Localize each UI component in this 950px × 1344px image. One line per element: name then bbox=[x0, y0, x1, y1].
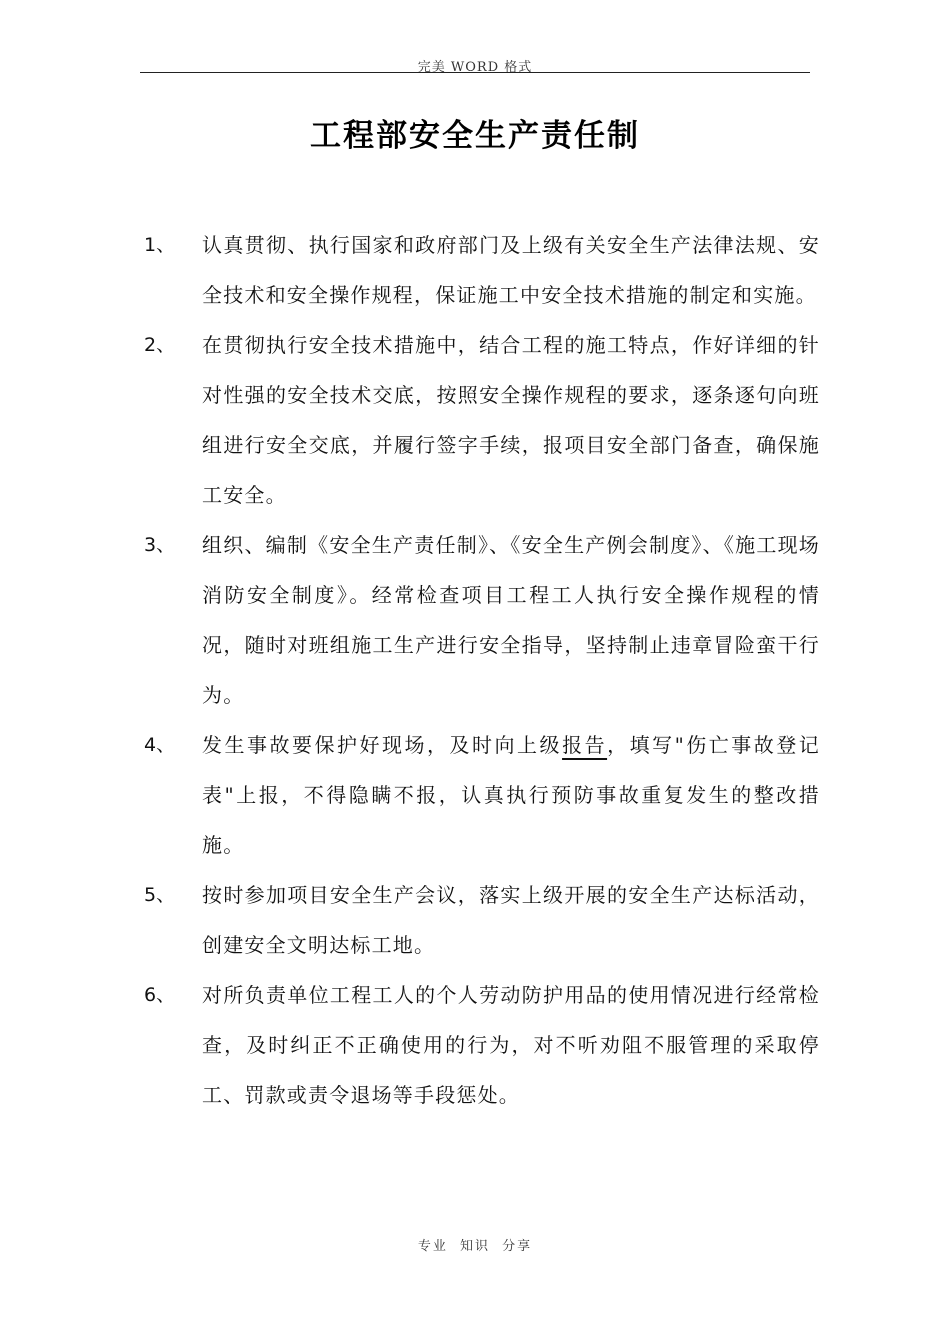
list-item-5 bbox=[140, 870, 820, 970]
list-item-6 bbox=[140, 970, 820, 1120]
header-divider bbox=[140, 72, 810, 73]
item-text: 对所负责单位工程工人的个人劳动防护用品的使用情况进行经常检查，及时纠正不正确使用的行为，对不听劝阻不服管理的采取停工、罚款或责令退场等手段惩处。 bbox=[202, 983, 820, 1107]
item-number: 1、 bbox=[144, 234, 176, 256]
item-number: 2、 bbox=[144, 334, 176, 356]
page-header: 完美 WORD 格式 bbox=[417, 60, 533, 75]
list-item-1 bbox=[140, 220, 820, 320]
item-number: 4、 bbox=[144, 734, 176, 756]
responsibility-list bbox=[140, 220, 820, 1120]
page-footer: 专业 知识 分享 bbox=[417, 1239, 533, 1254]
document-title: 工程部安全生产责任制 bbox=[310, 118, 640, 154]
item-text: 认真贯彻、执行国家和政府部门及上级有关安全生产法律法规、安全技术和安全操作规程，保证施工中安全技术措施的制定和实施。 bbox=[202, 233, 820, 307]
item-text: 组织、编制《安全生产责任制》、《安全生产例会制度》、《施工现场消防安全制度》。经常检查项目工程工人执行安全操作规程的情况，随时对班组施工生产进行安全指导，坚持制止违章冒险蛮干行为。 bbox=[202, 533, 820, 707]
item-text-before: 发生事故要保护好现场，及时向上级 bbox=[202, 733, 563, 757]
list-item-4 bbox=[140, 720, 820, 870]
underlined-word: 报告 bbox=[562, 733, 608, 757]
item-number: 3、 bbox=[144, 534, 176, 556]
list-item-3 bbox=[140, 520, 820, 720]
item-text: 按时参加项目安全生产会议，落实上级开展的安全生产达标活动，创建安全文明达标工地。 bbox=[202, 883, 820, 957]
item-text: 在贯彻执行安全技术措施中，结合工程的施工特点，作好详细的针对性强的安全技术交底，按照安全操作规程的要求，逐条逐句向班组进行安全交底，并履行签字手续，报项目安全部门备查，确保施工安全。 bbox=[202, 333, 820, 507]
item-number: 6、 bbox=[144, 984, 176, 1006]
item-text bbox=[202, 720, 820, 870]
item-text-after: ，填写"伤亡事故登记表"上报，不得隐瞒不报，认真执行预防事故重复发生的整改措施。 bbox=[202, 733, 821, 857]
list-item-2 bbox=[140, 320, 820, 520]
item-number: 5、 bbox=[144, 884, 176, 906]
